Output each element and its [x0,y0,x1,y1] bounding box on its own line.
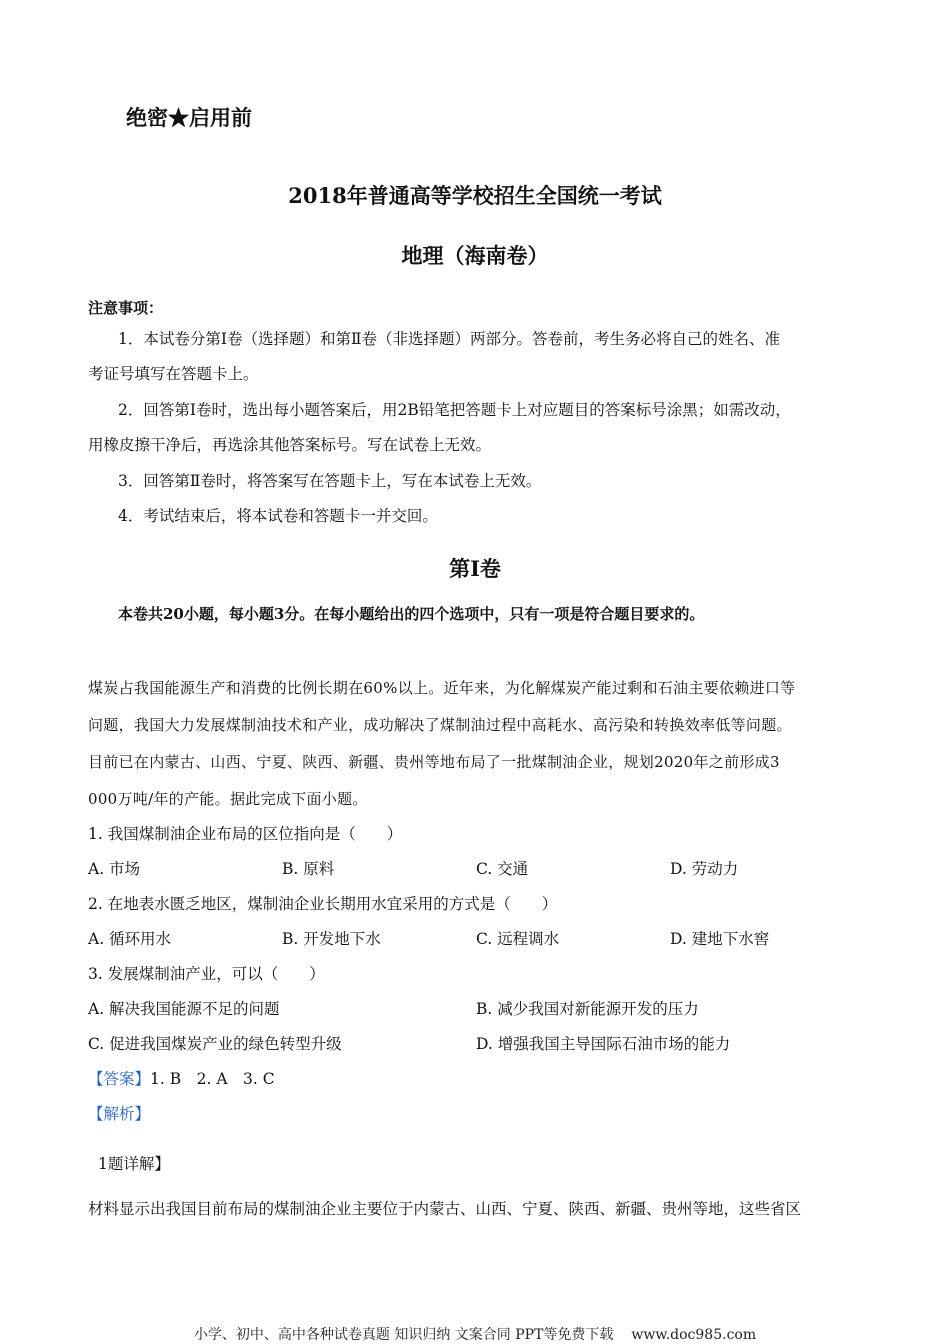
question-2-option-b: B. 开发地下水 [282,930,381,948]
exam-subtitle: 地理（海南卷） [401,243,549,268]
footer [0,1324,950,1344]
notice-item-3: 3．回答第Ⅱ卷时，将答案写在答题卡上，写在本试卷上无效。 [118,472,542,490]
question-1-option-b: B. 原料 [282,860,335,878]
answer-row [88,1067,275,1089]
material-line: 目前已在内蒙古、山西、宁夏、陕西、新疆、贵州等地布局了一批煤制油企业，规划2020年之前形成3 [88,753,780,771]
analysis-label: 【解析】 [88,1105,151,1123]
notice-item-1-cont: 考证号填写在答题卡上。 [88,365,259,383]
exam-title: 2018年普通高等学校招生全国统一考试 [288,183,662,208]
detail-heading: 1题详解】 [98,1155,170,1173]
section-instruction: 本卷共20小题，每小题3分。在每小题给出的四个选项中，只有一项是符合题目要求的。 [118,605,705,623]
question-1-option-d: D. 劳动力 [670,860,739,878]
notice-item-4: 4．考试结束后，将本试卷和答题卡一并交回。 [118,507,438,525]
notice-heading: 注意事项： [88,299,164,317]
footer-url[interactable]: www.doc985.com [631,1327,757,1343]
confidential-label: 绝密★启用前 [126,105,252,130]
question-3-option-a: A. 解决我国能源不足的问题 [88,1000,280,1018]
footer-text: 小学、初中、高中各种试卷真题 知识归纳 文案合同 PPT等免费下载 [193,1327,614,1343]
section-title: 第Ⅰ卷 [449,556,501,581]
material-line: 煤炭占我国能源生产和消费的比例长期在60%以上。近年来，为化解煤炭产能过剩和石油主要依赖进口等 [88,679,796,697]
question-2-option-d: D. 建地下水窖 [670,930,770,948]
question-3-option-d: D. 增强我国主导国际石油市场的能力 [476,1035,731,1053]
question-3-stem: 3. 发展煤制油产业，可以（ ） [88,965,325,983]
question-1-stem: 1. 我国煤制油企业布局的区位指向是（ ） [88,825,403,843]
notice-item-2: 2．回答第Ⅰ卷时，选出每小题答案后，用2B铅笔把答题卡上对应题目的答案标号涂黑；如需改动， [118,401,791,419]
question-2-option-c: C. 远程调水 [476,930,560,948]
question-2-stem: 2. 在地表水匮乏地区，煤制油企业长期用水宜采用的方式是（ ） [88,895,558,913]
question-1-option-c: C. 交通 [476,860,529,878]
answer-text: 1. B 2. A 3. C [150,1070,275,1088]
notice-item-2-cont: 用橡皮擦干净后，再选涂其他答案标号。写在试卷上无效。 [88,436,492,454]
notice-item-1: 1．本试卷分第Ⅰ卷（选择题）和第Ⅱ卷（非选择题）两部分。答卷前，考生务必将自己的姓名、准 [118,330,781,348]
answer-tag: 【答案】 [88,1070,151,1088]
question-3-option-b: B. 减少我国对新能源开发的压力 [476,1000,699,1018]
material-line: 000万吨/年的产能。据此完成下面小题。 [88,790,368,808]
material-line: 问题，我国大力发展煤制油技术和产业，成功解决了煤制油过程中高耗水、高污染和转换效率低等问题。 [88,716,792,734]
detail-text: 材料显示出我国目前布局的煤制油企业主要位于内蒙古、山西、宁夏、陕西、新疆、贵州等地，这些省区 [88,1200,802,1218]
analysis-tag [88,1102,150,1124]
question-1-option-a: A. 市场 [88,860,141,878]
question-2-option-a: A. 循环用水 [88,930,172,948]
question-3-option-c: C. 促进我国煤炭产业的绿色转型升级 [88,1035,342,1053]
